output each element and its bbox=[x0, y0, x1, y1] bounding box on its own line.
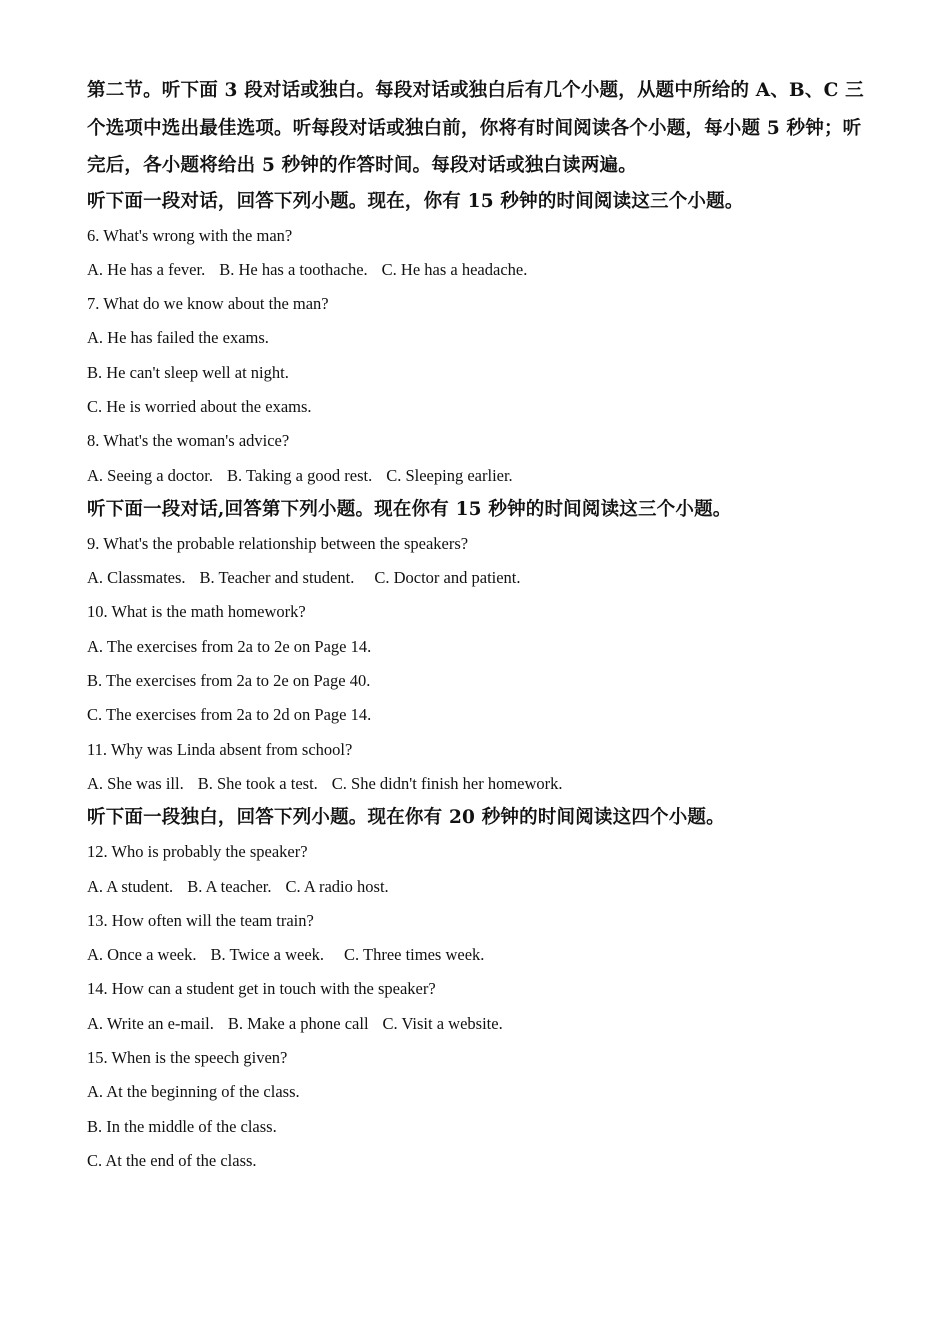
section-intro: 第二节。听下面 3 段对话或独白。每段对话或独白后有几个小题，从题中所给的 A、B、C 三个选项中选出最佳选项。听每段对话或独白前，你将有时间阅读各个小题，每小题 5 秒钟；听完后，各小题将给出 5 秒钟的作答时间。每段对话或独白读两遍。 bbox=[87, 80, 864, 176]
question-13-options bbox=[87, 938, 867, 972]
question-9-options bbox=[87, 561, 867, 595]
option-b: B. Make a phone call bbox=[227, 1013, 369, 1033]
option-c: C. Visit a website. bbox=[382, 1013, 503, 1033]
option-b: B. Twice a week. bbox=[210, 945, 325, 965]
question-10-stem: 10. What is the math homework? bbox=[87, 602, 306, 622]
option-a: A. The exercises from 2a to 2e on Page 14. bbox=[87, 636, 372, 656]
question-11-options bbox=[87, 767, 867, 801]
document-page bbox=[87, 72, 867, 1178]
question-12-options bbox=[87, 870, 867, 904]
question-6-options bbox=[87, 253, 867, 287]
option-a: A. He has failed the exams. bbox=[87, 328, 269, 348]
option-c: C. He is worried about the exams. bbox=[87, 396, 312, 416]
option-b: B. In the middle of the class. bbox=[87, 1116, 277, 1136]
option-c: C. He has a headache. bbox=[381, 259, 528, 279]
question-8-stem: 8. What's the woman's advice? bbox=[87, 431, 290, 451]
question-9-stem: 9. What's the probable relationship between the speakers? bbox=[87, 533, 469, 553]
option-a: A. She was ill. bbox=[87, 773, 184, 793]
option-b: B. She took a test. bbox=[197, 773, 318, 793]
question-12-stem: 12. Who is probably the speaker? bbox=[87, 842, 308, 862]
option-a: A. At the beginning of the class. bbox=[87, 1082, 300, 1102]
option-b: B. He has a toothache. bbox=[219, 259, 368, 279]
question-6-stem: 6. What's wrong with the man? bbox=[87, 225, 293, 245]
option-c: C. Three times week. bbox=[344, 945, 485, 965]
option-c: C. Sleeping earlier. bbox=[386, 465, 513, 485]
option-c: C. A radio host. bbox=[285, 876, 389, 896]
option-a: A. He has a fever. bbox=[87, 259, 206, 279]
option-c: C. At the end of the class. bbox=[87, 1150, 257, 1170]
question-13-stem: 13. How often will the team train? bbox=[87, 910, 314, 930]
option-b: B. The exercises from 2a to 2e on Page 40. bbox=[87, 671, 371, 691]
question-14-options bbox=[87, 1007, 867, 1041]
section-heading-1: 听下面一段对话，回答下列小题。现在，你有 15 秒钟的时间阅读这三个小题。 bbox=[87, 190, 744, 212]
option-b: B. A teacher. bbox=[187, 876, 272, 896]
option-a: A. Once a week. bbox=[87, 945, 197, 965]
option-c: C. Doctor and patient. bbox=[374, 568, 521, 588]
section-heading-3: 听下面一段独白，回答下列小题。现在你有 20 秒钟的时间阅读这四个小题。 bbox=[87, 807, 725, 829]
question-8-options bbox=[87, 459, 867, 493]
option-a: A. Write an e-mail. bbox=[87, 1013, 214, 1033]
section-heading-2: 听下面一段对话,回答第下列小题。现在你有 15 秒钟的时间阅读这三个小题。 bbox=[87, 498, 732, 520]
option-c: C. The exercises from 2a to 2d on Page 14. bbox=[87, 705, 372, 725]
question-15-stem: 15. When is the speech given? bbox=[87, 1048, 288, 1068]
option-a: A. Seeing a doctor. bbox=[87, 465, 214, 485]
option-b: B. Teacher and student. bbox=[199, 568, 355, 588]
option-a: A. A student. bbox=[87, 876, 174, 896]
option-c: C. She didn't finish her homework. bbox=[331, 773, 563, 793]
option-b: B. Taking a good rest. bbox=[227, 465, 373, 485]
question-11-stem: 11. Why was Linda absent from school? bbox=[87, 739, 353, 759]
option-b: B. He can't sleep well at night. bbox=[87, 362, 289, 382]
option-a: A. Classmates. bbox=[87, 568, 186, 588]
question-14-stem: 14. How can a student get in touch with the speaker? bbox=[87, 979, 436, 999]
question-7-stem: 7. What do we know about the man? bbox=[87, 294, 329, 314]
